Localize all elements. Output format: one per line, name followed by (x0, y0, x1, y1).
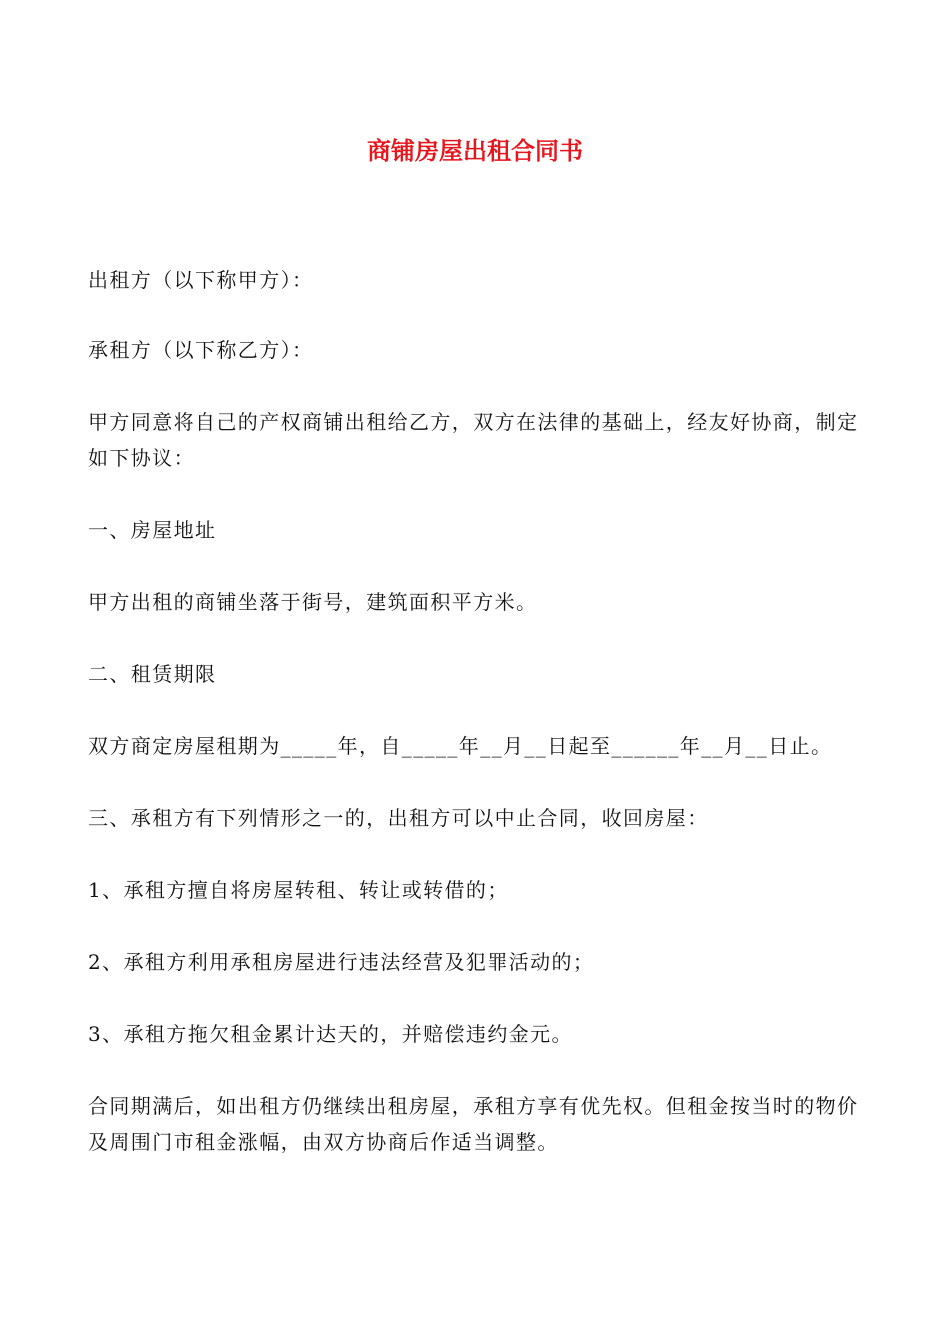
paragraph-lessor: 出租方（以下称甲方）： (88, 268, 314, 292)
list-item-1: 1、承租方擅自将房屋转租、转让或转借的； (88, 878, 509, 902)
document-title: 商铺房屋出租合同书 (367, 137, 583, 165)
section-heading-term: 二、租赁期限 (88, 662, 217, 686)
paragraph-renewal: 合同期满后，如出租方仍继续出租房屋，承租方享有优先权。但租金按当时的物价及周围门市租金涨幅，由双方协商后作适当调整。 (88, 1094, 859, 1154)
list-item-2: 2、承租方利用承租房屋进行违法经营及犯罪活动的； (88, 950, 595, 974)
paragraph-term: 双方商定房屋租期为_____年，自_____年__月__日起至______年__月__日止。 (88, 734, 833, 758)
paragraph-address: 甲方出租的商铺坐落于街号，建筑面积平方米。 (88, 590, 538, 614)
paragraph-agreement-intro: 甲方同意将自己的产权商铺出租给乙方，双方在法律的基础上，经友好协商，制定如下协议： (88, 410, 859, 470)
section-heading-termination: 三、承租方有下列情形之一的，出租方可以中止合同，收回房屋： (88, 806, 709, 830)
section-heading-address: 一、房屋地址 (88, 518, 217, 542)
list-item-3: 3、承租方拖欠租金累计达天的，并赔偿违约金元。 (88, 1022, 573, 1046)
paragraph-lessee: 承租方（以下称乙方）： (88, 338, 314, 362)
